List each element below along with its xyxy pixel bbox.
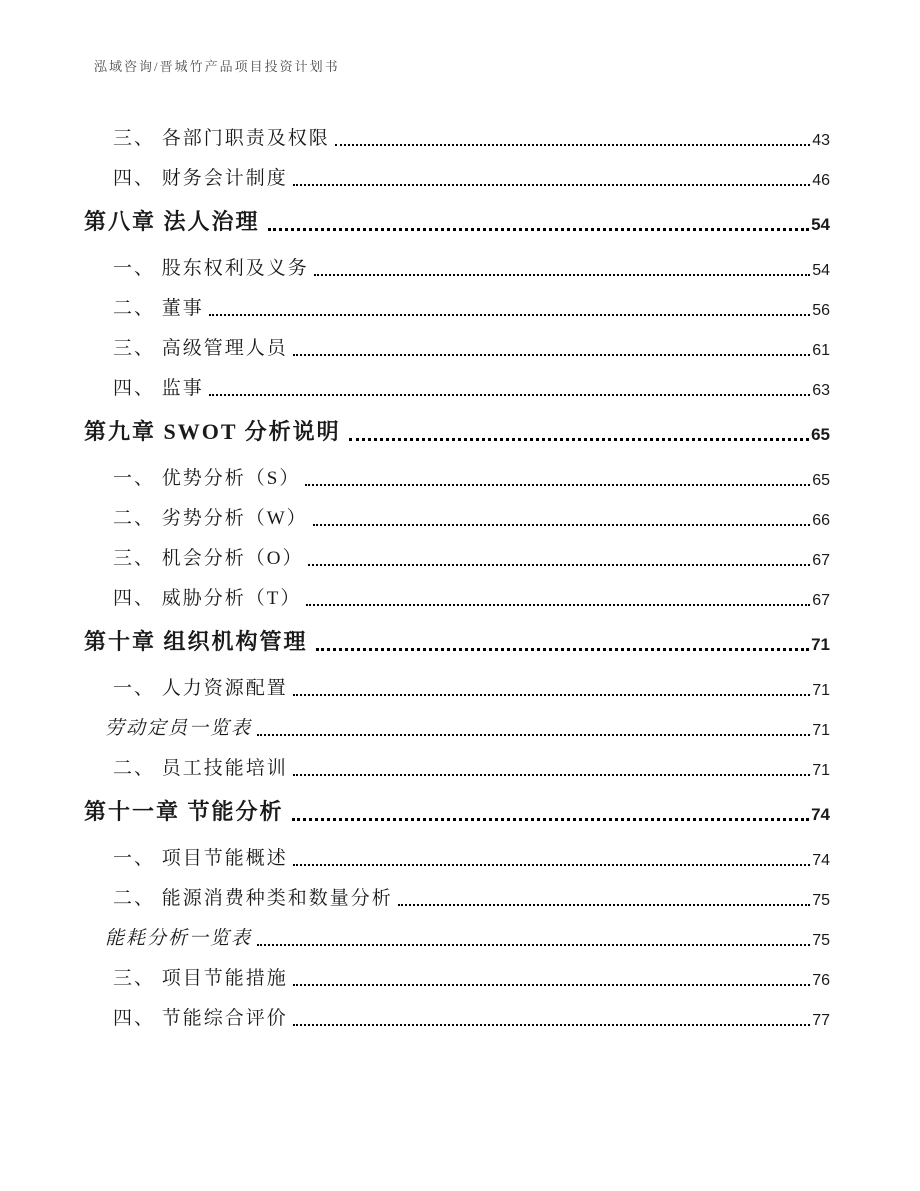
toc-entry-item[interactable]	[84, 968, 830, 990]
toc-entry-page-number: 77	[812, 1012, 830, 1029]
toc-entry-item[interactable]	[84, 548, 830, 570]
toc-entry-page-number: 74	[812, 852, 830, 869]
toc-entry-page-number: 56	[812, 302, 830, 319]
toc-entry-label: 四、 威胁分析（T）	[113, 588, 302, 609]
toc-entry-page-number: 63	[812, 382, 830, 399]
toc-entry-label: 一、 优势分析（S）	[113, 468, 301, 489]
toc-entry-page-number: 66	[812, 512, 830, 529]
toc-entry-item[interactable]	[84, 508, 830, 530]
dot-leader	[209, 394, 810, 396]
toc-entry-label: 能耗分析一览表	[105, 928, 253, 949]
toc-entry-item[interactable]	[84, 468, 830, 490]
toc-entry-page-number: 75	[812, 892, 830, 909]
toc-entry-label: 三、 高级管理人员	[113, 338, 288, 359]
toc-entry-page-number: 65	[812, 472, 830, 489]
toc-entry-plain[interactable]	[84, 718, 830, 740]
toc-entry-page-number: 67	[812, 552, 830, 569]
toc-entry-item[interactable]	[84, 1008, 830, 1030]
toc-entry-chapter[interactable]	[84, 628, 830, 655]
toc-entry-item[interactable]	[84, 338, 830, 360]
toc-entry-label: 二、 员工技能培训	[113, 758, 288, 779]
toc-entry-label: 三、 机会分析（O）	[113, 548, 304, 569]
toc-entry-label: 四、 节能综合评价	[113, 1008, 288, 1029]
toc-entry-page-number: 74	[811, 805, 830, 824]
toc-entry-label: 三、 项目节能措施	[113, 968, 288, 989]
dot-leader	[293, 1024, 810, 1026]
toc-entry-item[interactable]	[84, 758, 830, 780]
toc-entry-page-number: 71	[811, 635, 830, 654]
dot-leader	[209, 314, 810, 316]
toc-entry-item[interactable]	[84, 888, 830, 910]
toc-entry-label: 第八章 法人治理	[84, 209, 260, 234]
toc-entry-item[interactable]	[84, 258, 830, 280]
dot-leader	[398, 904, 810, 906]
toc-entry-page-number: 61	[812, 342, 830, 359]
toc-entry-page-number: 71	[812, 762, 830, 779]
table-of-contents	[84, 128, 830, 1030]
dot-leader	[293, 694, 810, 696]
toc-entry-label: 四、 监事	[113, 378, 204, 399]
toc-entry-page-number: 43	[812, 132, 830, 149]
toc-entry-page-number: 75	[812, 932, 830, 949]
dot-leader	[335, 144, 810, 146]
toc-entry-page-number: 65	[811, 425, 830, 444]
toc-entry-item[interactable]	[84, 678, 830, 700]
toc-entry-label: 二、 董事	[113, 298, 204, 319]
dot-leader	[316, 648, 810, 651]
dot-leader	[257, 734, 810, 736]
dot-leader	[268, 228, 810, 231]
toc-entry-item[interactable]	[84, 848, 830, 870]
toc-entry-item[interactable]	[84, 128, 830, 150]
toc-entry-label: 三、 各部门职责及权限	[113, 128, 330, 149]
dot-leader	[293, 984, 810, 986]
toc-entry-chapter[interactable]	[84, 418, 830, 445]
toc-entry-page-number: 76	[812, 972, 830, 989]
toc-entry-item[interactable]	[84, 298, 830, 320]
toc-entry-label: 四、 财务会计制度	[113, 168, 288, 189]
toc-entry-label: 第十一章 节能分析	[84, 799, 284, 824]
toc-entry-page-number: 67	[812, 592, 830, 609]
toc-entry-page-number: 46	[812, 172, 830, 189]
toc-entry-chapter[interactable]	[84, 208, 830, 235]
toc-entry-page-number: 54	[812, 262, 830, 279]
dot-leader	[257, 944, 810, 946]
dot-leader	[306, 604, 810, 606]
dot-leader	[308, 564, 810, 566]
toc-entry-plain[interactable]	[84, 928, 830, 950]
dot-leader	[293, 774, 810, 776]
toc-entry-label: 二、 劣势分析（W）	[113, 508, 308, 529]
dot-leader	[293, 354, 810, 356]
toc-entry-page-number: 71	[812, 682, 830, 699]
toc-entry-label: 第九章 SWOT 分析说明	[84, 419, 341, 444]
toc-entry-page-number: 54	[811, 215, 830, 234]
toc-entry-label: 一、 股东权利及义务	[113, 258, 309, 279]
toc-entry-label: 第十章 组织机构管理	[84, 629, 308, 654]
running-header: 泓域咨询/晋城竹产品项目投资计划书	[94, 59, 340, 74]
toc-entry-label: 一、 人力资源配置	[113, 678, 288, 699]
toc-entry-item[interactable]	[84, 378, 830, 400]
dot-leader	[313, 524, 811, 526]
toc-entry-label: 一、 项目节能概述	[113, 848, 288, 869]
toc-entry-chapter[interactable]	[84, 798, 830, 825]
toc-entry-item[interactable]	[84, 168, 830, 190]
toc-entry-label: 劳动定员一览表	[105, 718, 253, 739]
toc-entry-item[interactable]	[84, 588, 830, 610]
toc-entry-page-number: 71	[812, 722, 830, 739]
dot-leader	[314, 274, 810, 276]
dot-leader	[349, 438, 809, 441]
dot-leader	[293, 184, 810, 186]
dot-leader	[305, 484, 810, 486]
toc-entry-label: 二、 能源消费种类和数量分析	[113, 888, 393, 909]
dot-leader	[292, 818, 810, 821]
dot-leader	[293, 864, 810, 866]
